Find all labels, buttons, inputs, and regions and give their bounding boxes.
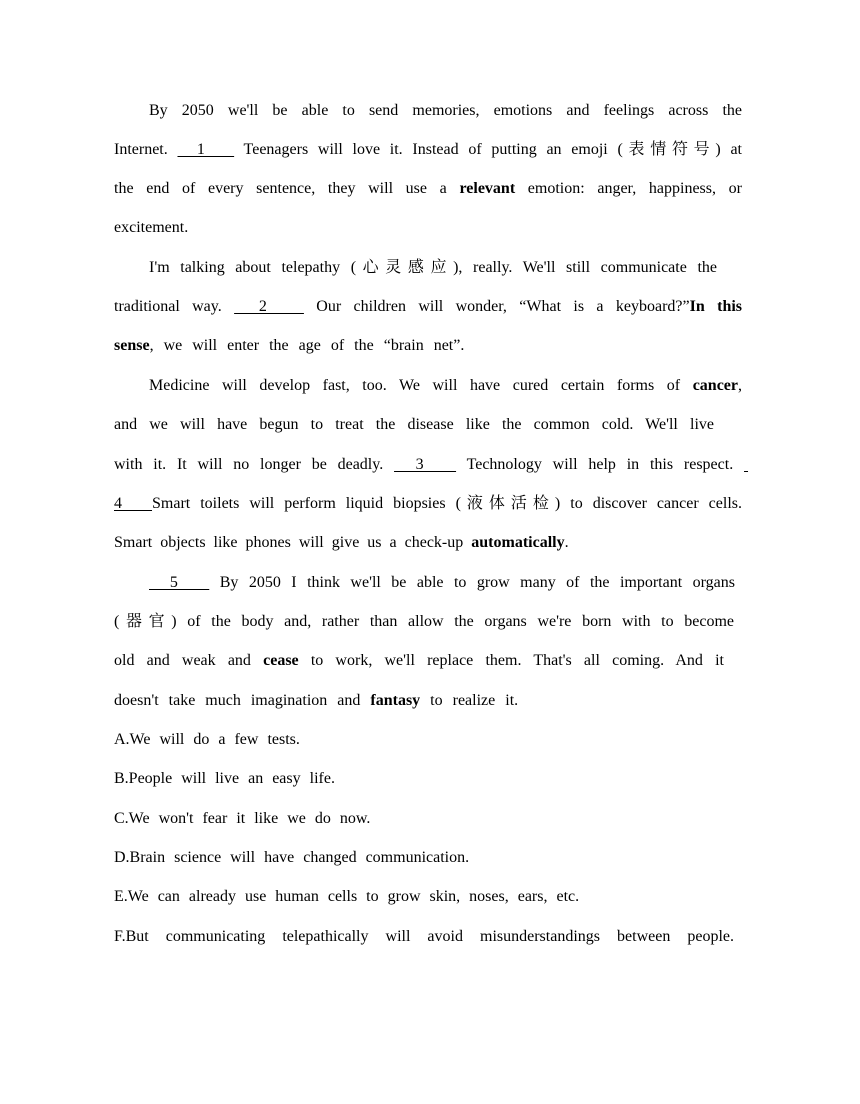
text: .	[564, 534, 569, 551]
paragraph-2-line-2	[114, 295, 742, 319]
option-f: F.But communicating telepathically will avoid misunderstandings between people.	[114, 928, 734, 945]
bold-word-relevant: relevant	[459, 180, 516, 197]
text: doesn't take much imagination and	[114, 692, 371, 709]
paragraph-1-line-3	[114, 177, 742, 201]
bold-word-cease: cease	[263, 652, 299, 669]
text: Medicine will develop fast, too. We will have cured certain forms of	[149, 377, 693, 394]
option-d: D.Brain science will have changed communication.	[114, 849, 470, 866]
paragraph-4-line-4	[114, 689, 742, 713]
paragraph-3-line-2: and we will have begun to treat the disease like the common cold. We'll live	[114, 416, 714, 433]
bold-phrase-in-this: In this	[689, 298, 743, 315]
paragraph-1-line-2	[114, 138, 742, 162]
text: Teenagers will love it. Instead of putting an emoji (表情符号) at	[234, 141, 743, 158]
text: Smart objects like phones will give us a check-up	[114, 534, 472, 551]
answer-blank-1: 1	[177, 141, 235, 158]
text: Technology will help in this respect.	[456, 456, 745, 473]
text: to work, we'll replace them. That's all coming. And it	[298, 652, 724, 669]
text: Our children will wonder, “What is a keyboard?”	[303, 298, 690, 315]
bold-word-cancer: cancer	[692, 377, 738, 394]
text: traditional way.	[114, 298, 235, 315]
answer-blank-4-start	[744, 456, 748, 473]
option-c: C.We won't fear it like we do now.	[114, 810, 371, 827]
paragraph-1-line-1: By 2050 we'll be able to send memories, emotions and feelings across the	[149, 102, 742, 119]
option-e: E.We can already use human cells to grow skin, noses, ears, etc.	[114, 888, 580, 905]
answer-blank-3: 3	[394, 456, 457, 473]
option-a: A.We will do a few tests.	[114, 731, 300, 748]
paragraph-3-line-1	[149, 374, 742, 398]
paragraph-3-line-5	[114, 531, 742, 555]
bold-word-automatically: automatically	[471, 534, 565, 551]
text: ,	[738, 377, 742, 394]
bold-word-sense: sense	[114, 337, 150, 354]
text: , we will enter the age of the “brain net”.	[149, 337, 465, 354]
option-b: B.People will live an easy life.	[114, 770, 335, 787]
answer-blank-2: 2	[234, 298, 304, 315]
paragraph-4-line-2: (器官) of the body and, rather than allow the organs we're born with to become	[114, 613, 734, 630]
paragraph-2-line-3	[114, 334, 742, 358]
text: Internet.	[114, 141, 168, 158]
paragraph-4-line-1	[149, 571, 735, 595]
answer-blank-5: 5	[149, 574, 210, 591]
text: By 2050 I think we'll be able to grow many of the important organs	[209, 574, 735, 591]
text: Smart toilets will perform liquid biopsies (液体活检) to discover cancer cells.	[152, 495, 742, 512]
bold-word-fantasy: fantasy	[370, 692, 421, 709]
answer-blank-4: 4	[114, 495, 153, 512]
paragraph-3-line-4	[114, 492, 742, 516]
text: old and weak and	[114, 652, 264, 669]
text: to realize it.	[420, 692, 519, 709]
paragraph-1-line-4: excitement.	[114, 219, 189, 236]
paragraph-2-line-1: I'm talking about telepathy (心灵感应), really. We'll still communicate the	[149, 259, 717, 276]
text: with it. It will no longer be deadly.	[114, 456, 395, 473]
paragraph-3-line-3	[114, 453, 748, 477]
paragraph-4-line-3	[114, 649, 724, 673]
text: emotion: anger, happiness, or	[515, 180, 743, 197]
text: the end of every sentence, they will use a	[114, 180, 460, 197]
